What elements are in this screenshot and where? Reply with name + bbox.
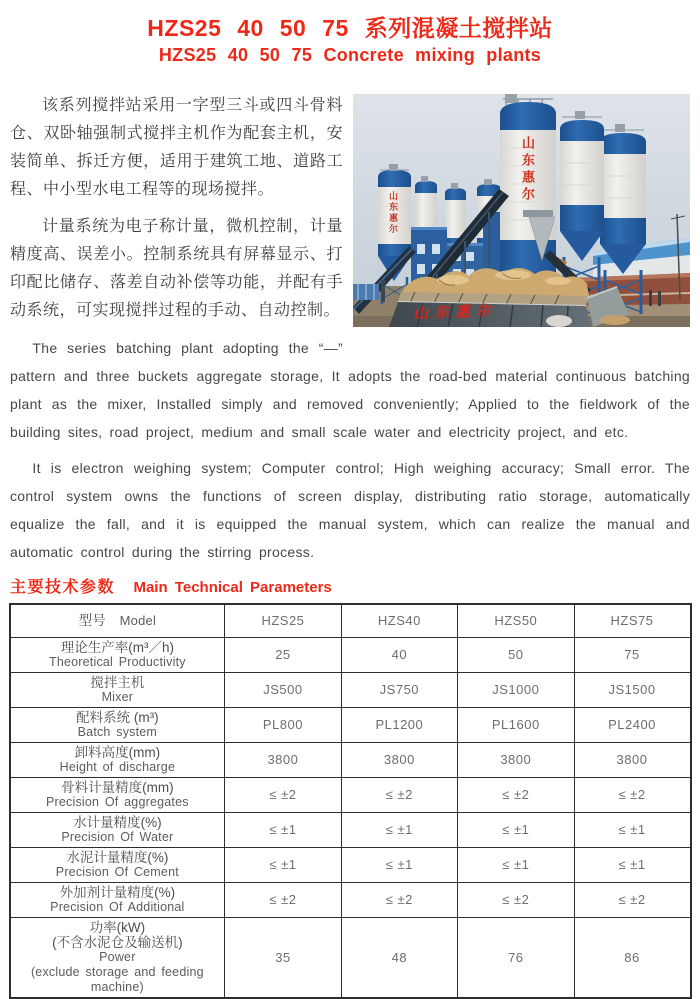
param-label-cell <box>10 637 225 672</box>
silo-brand-text: 山东惠尔 <box>520 136 535 204</box>
param-label-zh: 水计量精度(%) <box>73 814 162 830</box>
table-row-cement-precision <box>10 847 691 882</box>
table-row-aggregate-precision <box>10 777 691 812</box>
param-value: ≤ ±2 <box>225 777 341 812</box>
param-label-cell <box>10 742 225 777</box>
param-value: ≤ ±2 <box>458 882 574 917</box>
param-value: ≤ ±1 <box>458 812 574 847</box>
param-label-cell <box>10 777 225 812</box>
param-label-cell <box>10 812 225 847</box>
param-value: 75 <box>574 637 690 672</box>
param-value: ≤ ±2 <box>341 882 457 917</box>
param-value: 3800 <box>458 742 574 777</box>
page-title-en: HZS25 40 50 75 Concrete mixing plants <box>158 45 542 65</box>
param-label-cell <box>10 672 225 707</box>
param-value: 76 <box>458 917 574 998</box>
model-name: HZS75 <box>574 604 690 637</box>
param-label-cell <box>10 882 225 917</box>
param-value: ≤ ±1 <box>225 847 341 882</box>
param-label-zh: 骨料计量精度(mm) <box>61 779 174 795</box>
param-label-en: Height of discharge <box>59 759 176 774</box>
technical-parameters-table <box>9 603 692 999</box>
table-header-row <box>10 604 691 637</box>
param-value: 3800 <box>225 742 341 777</box>
param-label-en: Batch system <box>77 724 158 739</box>
param-label-zh: 水泥计量精度(%) <box>66 849 169 865</box>
product-photo <box>353 94 690 327</box>
param-label-en: Precision Of aggregates <box>46 794 189 809</box>
table-row-mixer <box>10 672 691 707</box>
param-label-zh: 理论生产率(m³／h) <box>60 639 174 655</box>
param-value: 40 <box>341 637 457 672</box>
param-value: ≤ ±2 <box>574 777 690 812</box>
param-value: ≤ ±1 <box>574 847 690 882</box>
param-value: ≤ ±2 <box>458 777 574 812</box>
param-value: ≤ ±1 <box>574 812 690 847</box>
param-value: PL800 <box>225 707 341 742</box>
section-heading-zh: 主要技术参数 <box>10 579 116 596</box>
model-name: HZS40 <box>341 604 457 637</box>
intro-section <box>10 92 690 597</box>
param-value: ≤ ±1 <box>341 847 457 882</box>
param-label-en-note: (exclude storage and feeding machine) <box>30 964 204 994</box>
param-value: JS1500 <box>574 672 690 707</box>
param-value: 25 <box>225 637 341 672</box>
param-value: JS1000 <box>458 672 574 707</box>
param-label-en: Precision Of Water <box>61 829 174 844</box>
table-row-discharge-height <box>10 742 691 777</box>
silo-brand-text-small: 山东惠尔 <box>388 191 398 235</box>
param-value: 48 <box>341 917 457 998</box>
table-row-batch-system <box>10 707 691 742</box>
page-title-zh: HZS25 40 50 75 系列混凝土搅拌站 <box>147 15 553 41</box>
param-value: 86 <box>574 917 690 998</box>
param-label-zh: 配料系统 (m³) <box>76 709 159 725</box>
table-row-water-precision <box>10 812 691 847</box>
param-value: ≤ ±1 <box>225 812 341 847</box>
intro-paragraph-zh-2: 计量系统为电子称计量，微机控制，计量精度高、误差小。控制系统具有屏幕显示、打印配比储存、落差自动补偿等功能，并配有手动系统，可实现搅拌过程的手动、自动控制。 <box>10 218 343 319</box>
param-label-zh: 外加剂计量精度(%) <box>59 884 176 900</box>
param-value: ≤ ±2 <box>341 777 457 812</box>
section-heading <box>10 574 690 597</box>
param-label-cell <box>10 917 225 998</box>
intro-paragraph-zh-1: 该系列搅拌站采用一字型三斗或四斗骨料仓、双卧轴强制式搅拌主机作为配套主机，安装简单、拆迁方便，适用于建筑工地、道路工程、中小型水电工程等的现场搅拌。 <box>10 97 343 198</box>
model-label-en: Model <box>119 612 157 628</box>
param-value: PL1600 <box>458 707 574 742</box>
param-label-en: Theoretical Productivity <box>48 654 186 669</box>
param-value: ≤ ±2 <box>574 882 690 917</box>
param-label-zh-note: (不含水泥仓及输送机) <box>52 934 183 950</box>
param-label-en: Precision Of Additional <box>50 899 185 914</box>
param-value: 3800 <box>574 742 690 777</box>
model-name: HZS50 <box>458 604 574 637</box>
param-value: ≤ ±2 <box>225 882 341 917</box>
param-value: PL2400 <box>574 707 690 742</box>
param-label-en: Precision Of Cement <box>55 864 179 879</box>
param-value: JS750 <box>341 672 457 707</box>
param-label-zh: 功率(kW) <box>89 919 146 935</box>
document-page <box>0 10 700 994</box>
model-header-cell <box>10 604 225 637</box>
intro-paragraph-en-2: It is electron weighing system; Computer control; High weighing accuracy; Small error. The control system owns the functions of screen display, distributing ratio storage, automatically equalize the fall, and it is equipped the manual system, which can realize the manual and automatic control during the stirring process. <box>10 460 690 560</box>
param-label-en: Mixer <box>101 689 134 704</box>
model-label-zh: 型号 <box>78 612 106 628</box>
param-label-cell <box>10 707 225 742</box>
param-value: 3800 <box>341 742 457 777</box>
table-row-productivity <box>10 637 691 672</box>
param-value: JS500 <box>225 672 341 707</box>
mixing-plant-illustration <box>353 94 690 327</box>
table-row-additive-precision <box>10 882 691 917</box>
param-label-en: Power <box>99 949 136 964</box>
param-value: 50 <box>458 637 574 672</box>
param-label-cell <box>10 847 225 882</box>
section-heading-en: Main Technical Parameters <box>133 579 332 596</box>
param-label-zh: 卸料高度(mm) <box>74 744 161 760</box>
param-label-zh: 搅拌主机 <box>90 674 145 690</box>
table-row-power <box>10 917 691 998</box>
hopper-brand-text: 山东惠尔 <box>412 302 498 323</box>
param-value: ≤ ±1 <box>341 812 457 847</box>
model-name: HZS25 <box>225 604 341 637</box>
intro-paragraph-en-1: The series batching plant adopting the “—” pattern and three buckets aggregate storage, It adopts the road-bed material continuous batching plant as the mixer, Installed simply and removed conveniently; Applied to the fieldwork of the building sites, road project, medium and small scale water and electricity project, and etc. <box>10 340 690 440</box>
param-value: 35 <box>225 917 341 998</box>
param-value: ≤ ±1 <box>458 847 574 882</box>
param-value: PL1200 <box>341 707 457 742</box>
